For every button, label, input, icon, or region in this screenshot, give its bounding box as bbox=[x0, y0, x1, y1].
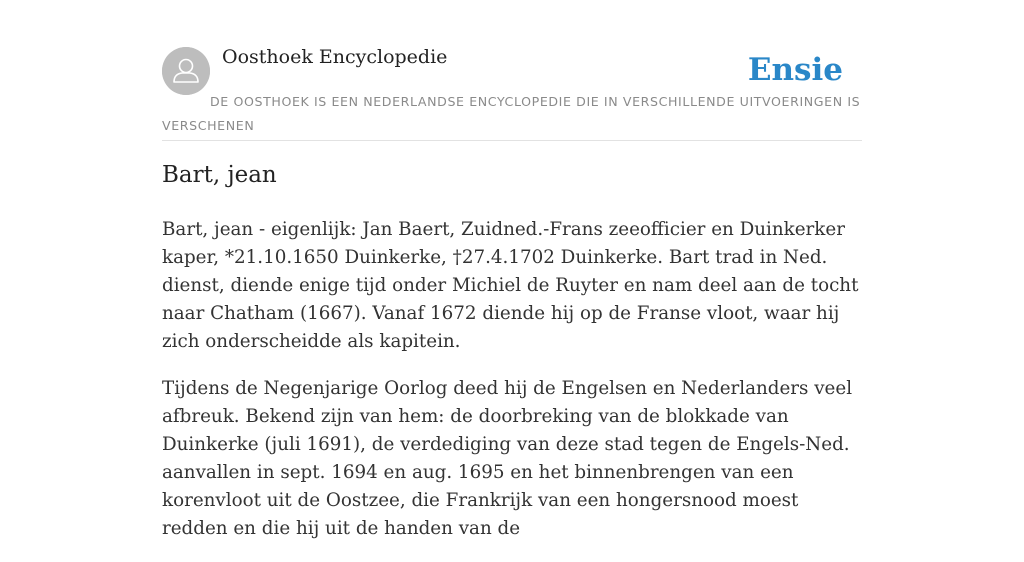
site-title-link[interactable]: Oosthoek Encyclopedie bbox=[222, 46, 448, 68]
article-title: Bart, jean bbox=[162, 162, 277, 188]
header bbox=[162, 0, 862, 141]
user-avatar-icon[interactable] bbox=[162, 47, 210, 95]
page-container bbox=[162, 0, 862, 539]
article-content bbox=[162, 216, 862, 562]
article-paragraph: Bart, jean - eigenlijk: Jan Baert, Zuidned.-Frans zeeofficier en Duinkerker kaper, *21.10.1650 Duinkerke, †27.4.1702 Duinkerke. Bart trad in Ned. dienst, diende enige tijd onder Michiel de Ruyter en nam deel aan de tocht naar Chatham (1667). Vanaf 1672 diende hij op de Franse vloot, waar hij zich onderscheidde als kapitein. bbox=[162, 219, 859, 352]
brand-logo-link[interactable]: Ensie bbox=[747, 52, 843, 88]
site-tagline: DE OOSTHOEK IS EEN NEDERLANDSE ENCYCLOPEDIE DIE IN VERSCHILLENDE UITVOERINGEN IS VERSCHENEN bbox=[162, 94, 861, 133]
article-paragraph: Tijdens de Negenjarige Oorlog deed hij de Engelsen en Nederlanders veel afbreuk. Bekend zijn van hem: de doorbreking van de blokkade van Duinkerke (juli 1691), de verdediging van deze stad tegen de Engels-Ned. aanvallen in sept. 1694 en aug. 1695 en het binnenbrengen van een korenvloot uit de Oostzee, die Frankrijk van een hongersnood moest redden en die hij uit de handen van de bbox=[162, 378, 853, 539]
